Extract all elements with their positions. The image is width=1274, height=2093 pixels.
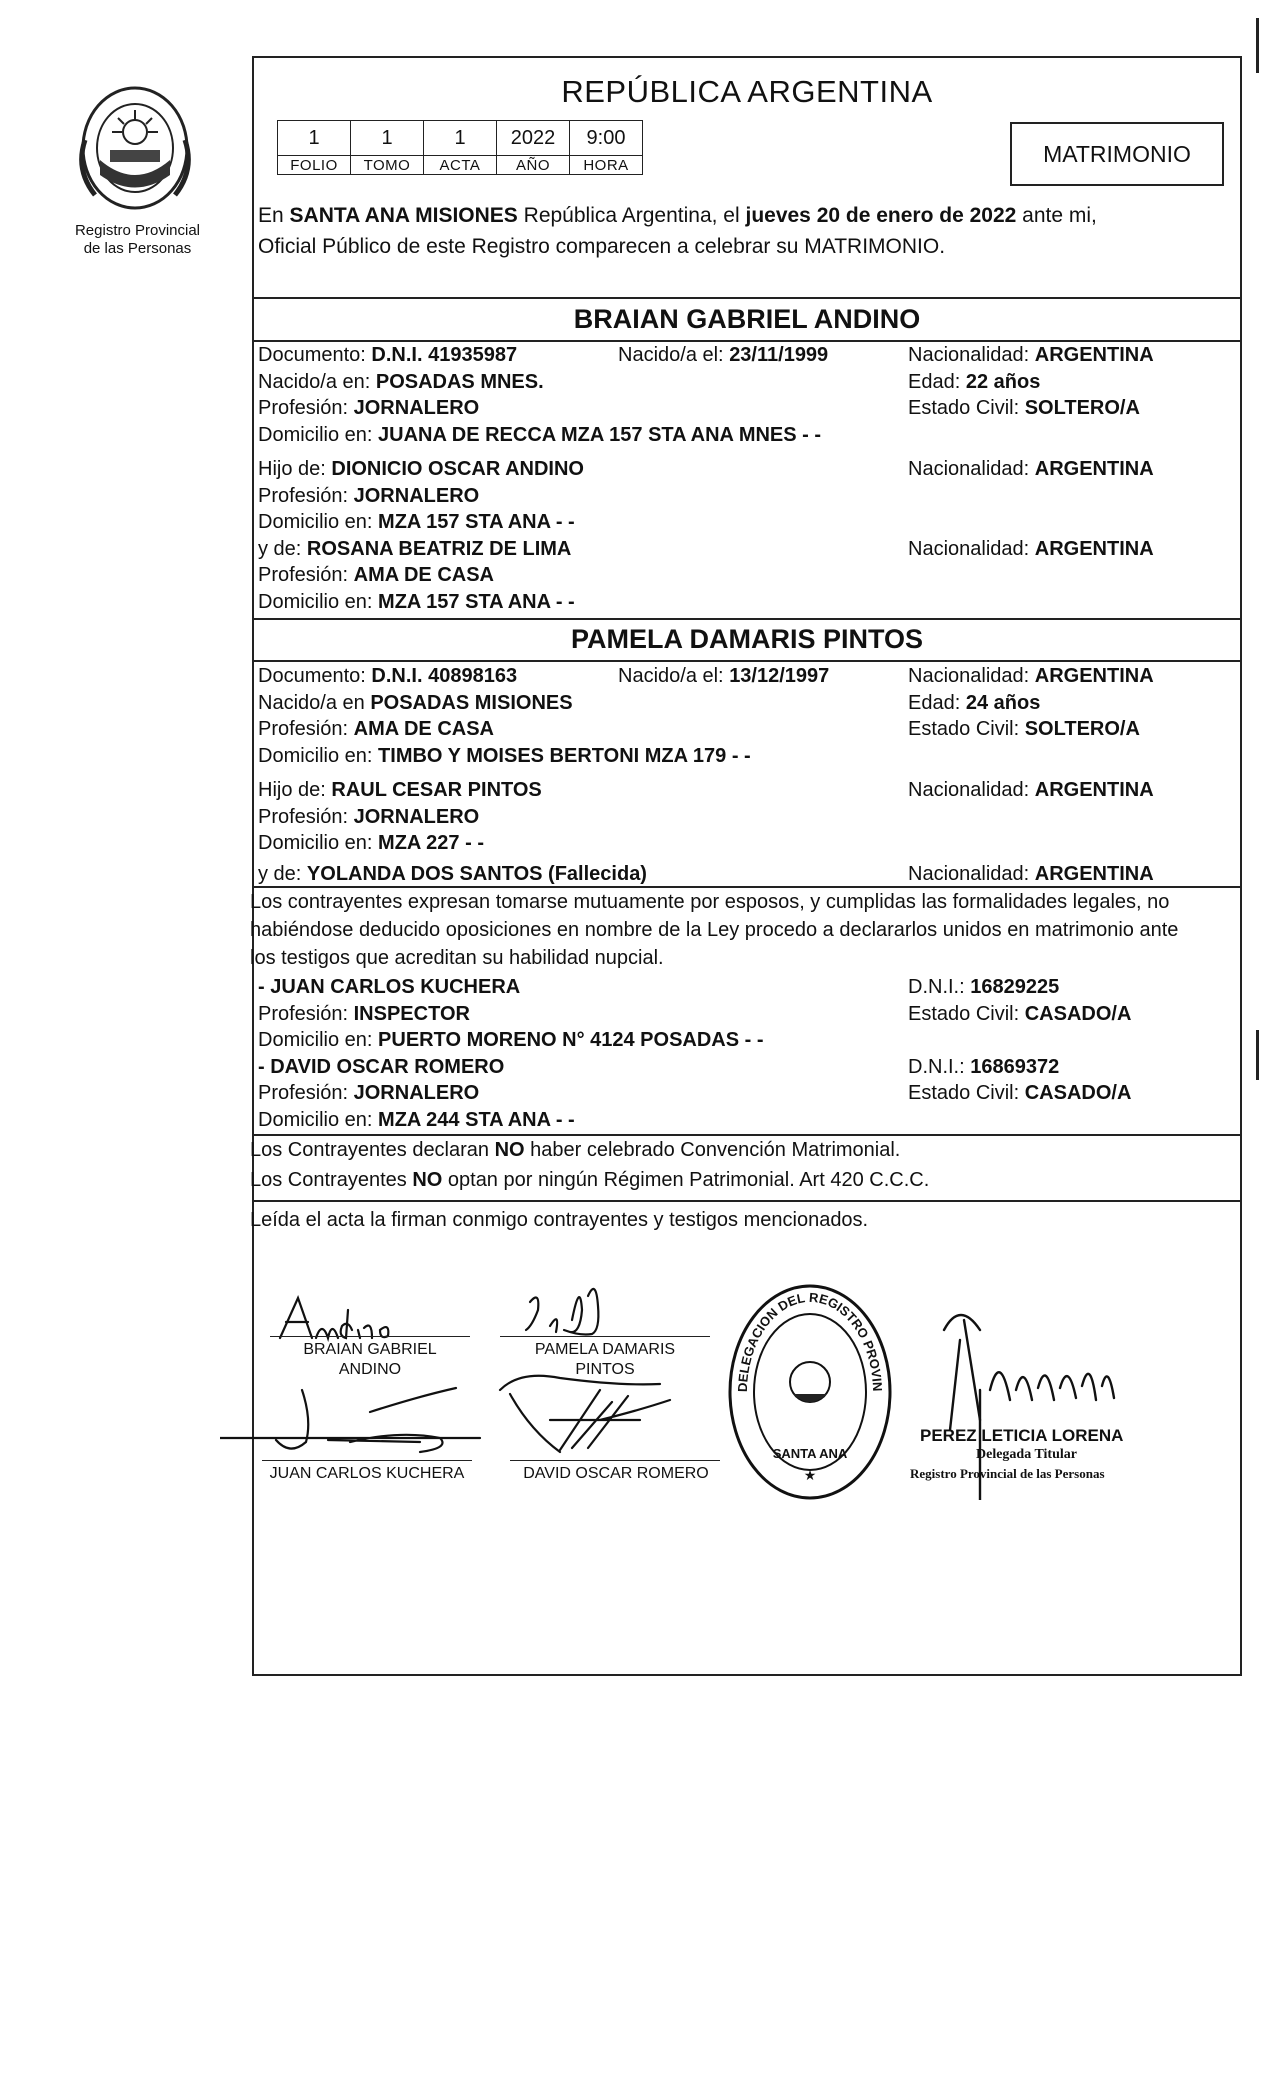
signature-name-spouse1: BRAIAN GABRIEL ANDINO — [303, 1341, 437, 1378]
svg-text:DELEGACION DEL REGISTRO PROVIN: DELEGACION DEL REGISTRO PROVIN — [734, 1289, 886, 1393]
folio-label: FOLIO — [278, 156, 351, 175]
svg-text:★: ★ — [803, 1467, 817, 1483]
declaration-paragraph: Los contrayentes expresan tomarse mutuamente por esposos, y cumplidas las formalidades legales, no habiéndose deducido oposiciones en nombre de la Ley procedo a declararlos unidos en matrimonio ante los testigos que acreditan su habilidad nupcial. — [250, 891, 1179, 969]
spouse1-section: Documento: D.N.I. 41935987 Nacido/a el: 23/11/1999 Nacionalidad: ARGENTINA Nacido/a en: POSADAS MNES. Edad: 22 años Profesión: JORNALERO Estado Civil: SOLTERO/A Domicilio en: JUANA DE RECCA MZA 157 STA ANA MNES - - Hijo de: DIONICIO OSCAR ANDINO Nacionalidad: ARGENTINA Profesión: JORNALERO Domicilio en: MZA 157 STA ANA - - y de: ROSANA BEATRIZ DE LIMA Nacionalidad: ARGENTINA Profesión: AMA DE CASA Domicilio en: MZA 157 STA ANA - - — [258, 344, 1154, 613]
official-org: Registro Provincial de las Personas — [910, 1466, 1105, 1481]
signature-name-spouse2: PAMELA DAMARIS PINTOS — [534, 1341, 676, 1378]
signature-line — [262, 1460, 472, 1461]
hora-label: HORA — [570, 156, 643, 175]
page-title: REPÚBLICA ARGENTINA — [561, 74, 933, 109]
folio-value: 1 — [278, 121, 351, 156]
document-type-box: MATRIMONIO — [1010, 122, 1224, 186]
divider — [252, 297, 1242, 299]
signature-line — [500, 1336, 710, 1337]
tomo-label: TOMO — [351, 156, 424, 175]
acta-label: ACTA — [424, 156, 497, 175]
acta-value: 1 — [424, 121, 497, 156]
logo-caption: Registro Provincial de las Personas — [74, 222, 201, 257]
svg-text:SANTA ANA: SANTA ANA — [772, 1446, 848, 1461]
tomo-value: 1 — [351, 121, 424, 156]
witness1-name: - JUAN CARLOS KUCHERA — [258, 976, 521, 998]
divider — [252, 1200, 1242, 1202]
signature-line — [270, 1336, 470, 1337]
official-stamp — [725, 1282, 895, 1507]
official-title: Delegada Titular — [976, 1447, 1077, 1462]
signature-name-witness1: JUAN CARLOS KUCHERA — [269, 1465, 465, 1482]
closing-text: Leída el acta la firman conmigo contrayentes y testigos mencionados. — [250, 1209, 869, 1231]
convention-paragraph: Los Contrayentes declaran NO haber celebrado Convención Matrimonial. Los Contrayentes NO optan por ningún Régimen Patrimonial. Art 420 C.C.C. — [250, 1139, 930, 1191]
signature-line — [510, 1460, 720, 1461]
spouse2-name: PAMELA DAMARIS PINTOS — [570, 624, 923, 654]
registry-table — [277, 120, 643, 175]
anio-value: 2022 — [497, 121, 570, 156]
divider — [252, 660, 1242, 662]
witnesses-section: - JUAN CARLOS KUCHERA D.N.I.: 16829225 Profesión: INSPECTOR Estado Civil: CASADO/A Domicilio en: PUERTO MORENO N° 4124 POSADAS - - - DAVID OSCAR ROMERO D.N.I.: 16869372 Profesión: JORNALERO Estado Civil: CASADO/A Domicilio en: MZA 244 STA ANA - - — [258, 976, 1132, 1131]
witness2-name: - DAVID OSCAR ROMERO — [258, 1055, 505, 1078]
scan-mark — [1256, 1030, 1259, 1080]
anio-label: AÑO — [497, 156, 570, 175]
divider — [252, 618, 1242, 620]
intro-paragraph: En SANTA ANA MISIONES República Argentina, el jueves 20 de enero de 2022 ante mi, Oficial Público de este Registro comparecen a celebrar su MATRIMONIO. — [258, 204, 1097, 258]
signature-name-witness2: DAVID OSCAR ROMERO — [523, 1465, 709, 1482]
spouse1-name: BRAIAN GABRIEL ANDINO — [573, 304, 921, 334]
hora-value: 9:00 — [570, 121, 643, 156]
scan-mark — [1256, 18, 1259, 73]
official-name: PEREZ LETICIA LORENA — [920, 1426, 1124, 1445]
provincial-seal-logo — [70, 80, 200, 220]
spouse2-section: Documento: D.N.I. 40898163 Nacido/a el: 13/12/1997 Nacionalidad: ARGENTINA Nacido/a en POSADAS MISIONES Edad: 24 años Profesión: AMA DE CASA Estado Civil: SOLTERO/A Domicilio en: TIMBO Y MOISES BERTONI MZA 179 - - Hijo de: RAUL CESAR PINTOS Nacionalidad: ARGENTINA Profesión: JORNALERO Domicilio en: MZA 227 - - y de: YOLANDA DOS SANTOS (Fallecida) Nacionalidad: ARGENTINA — [258, 665, 1154, 885]
